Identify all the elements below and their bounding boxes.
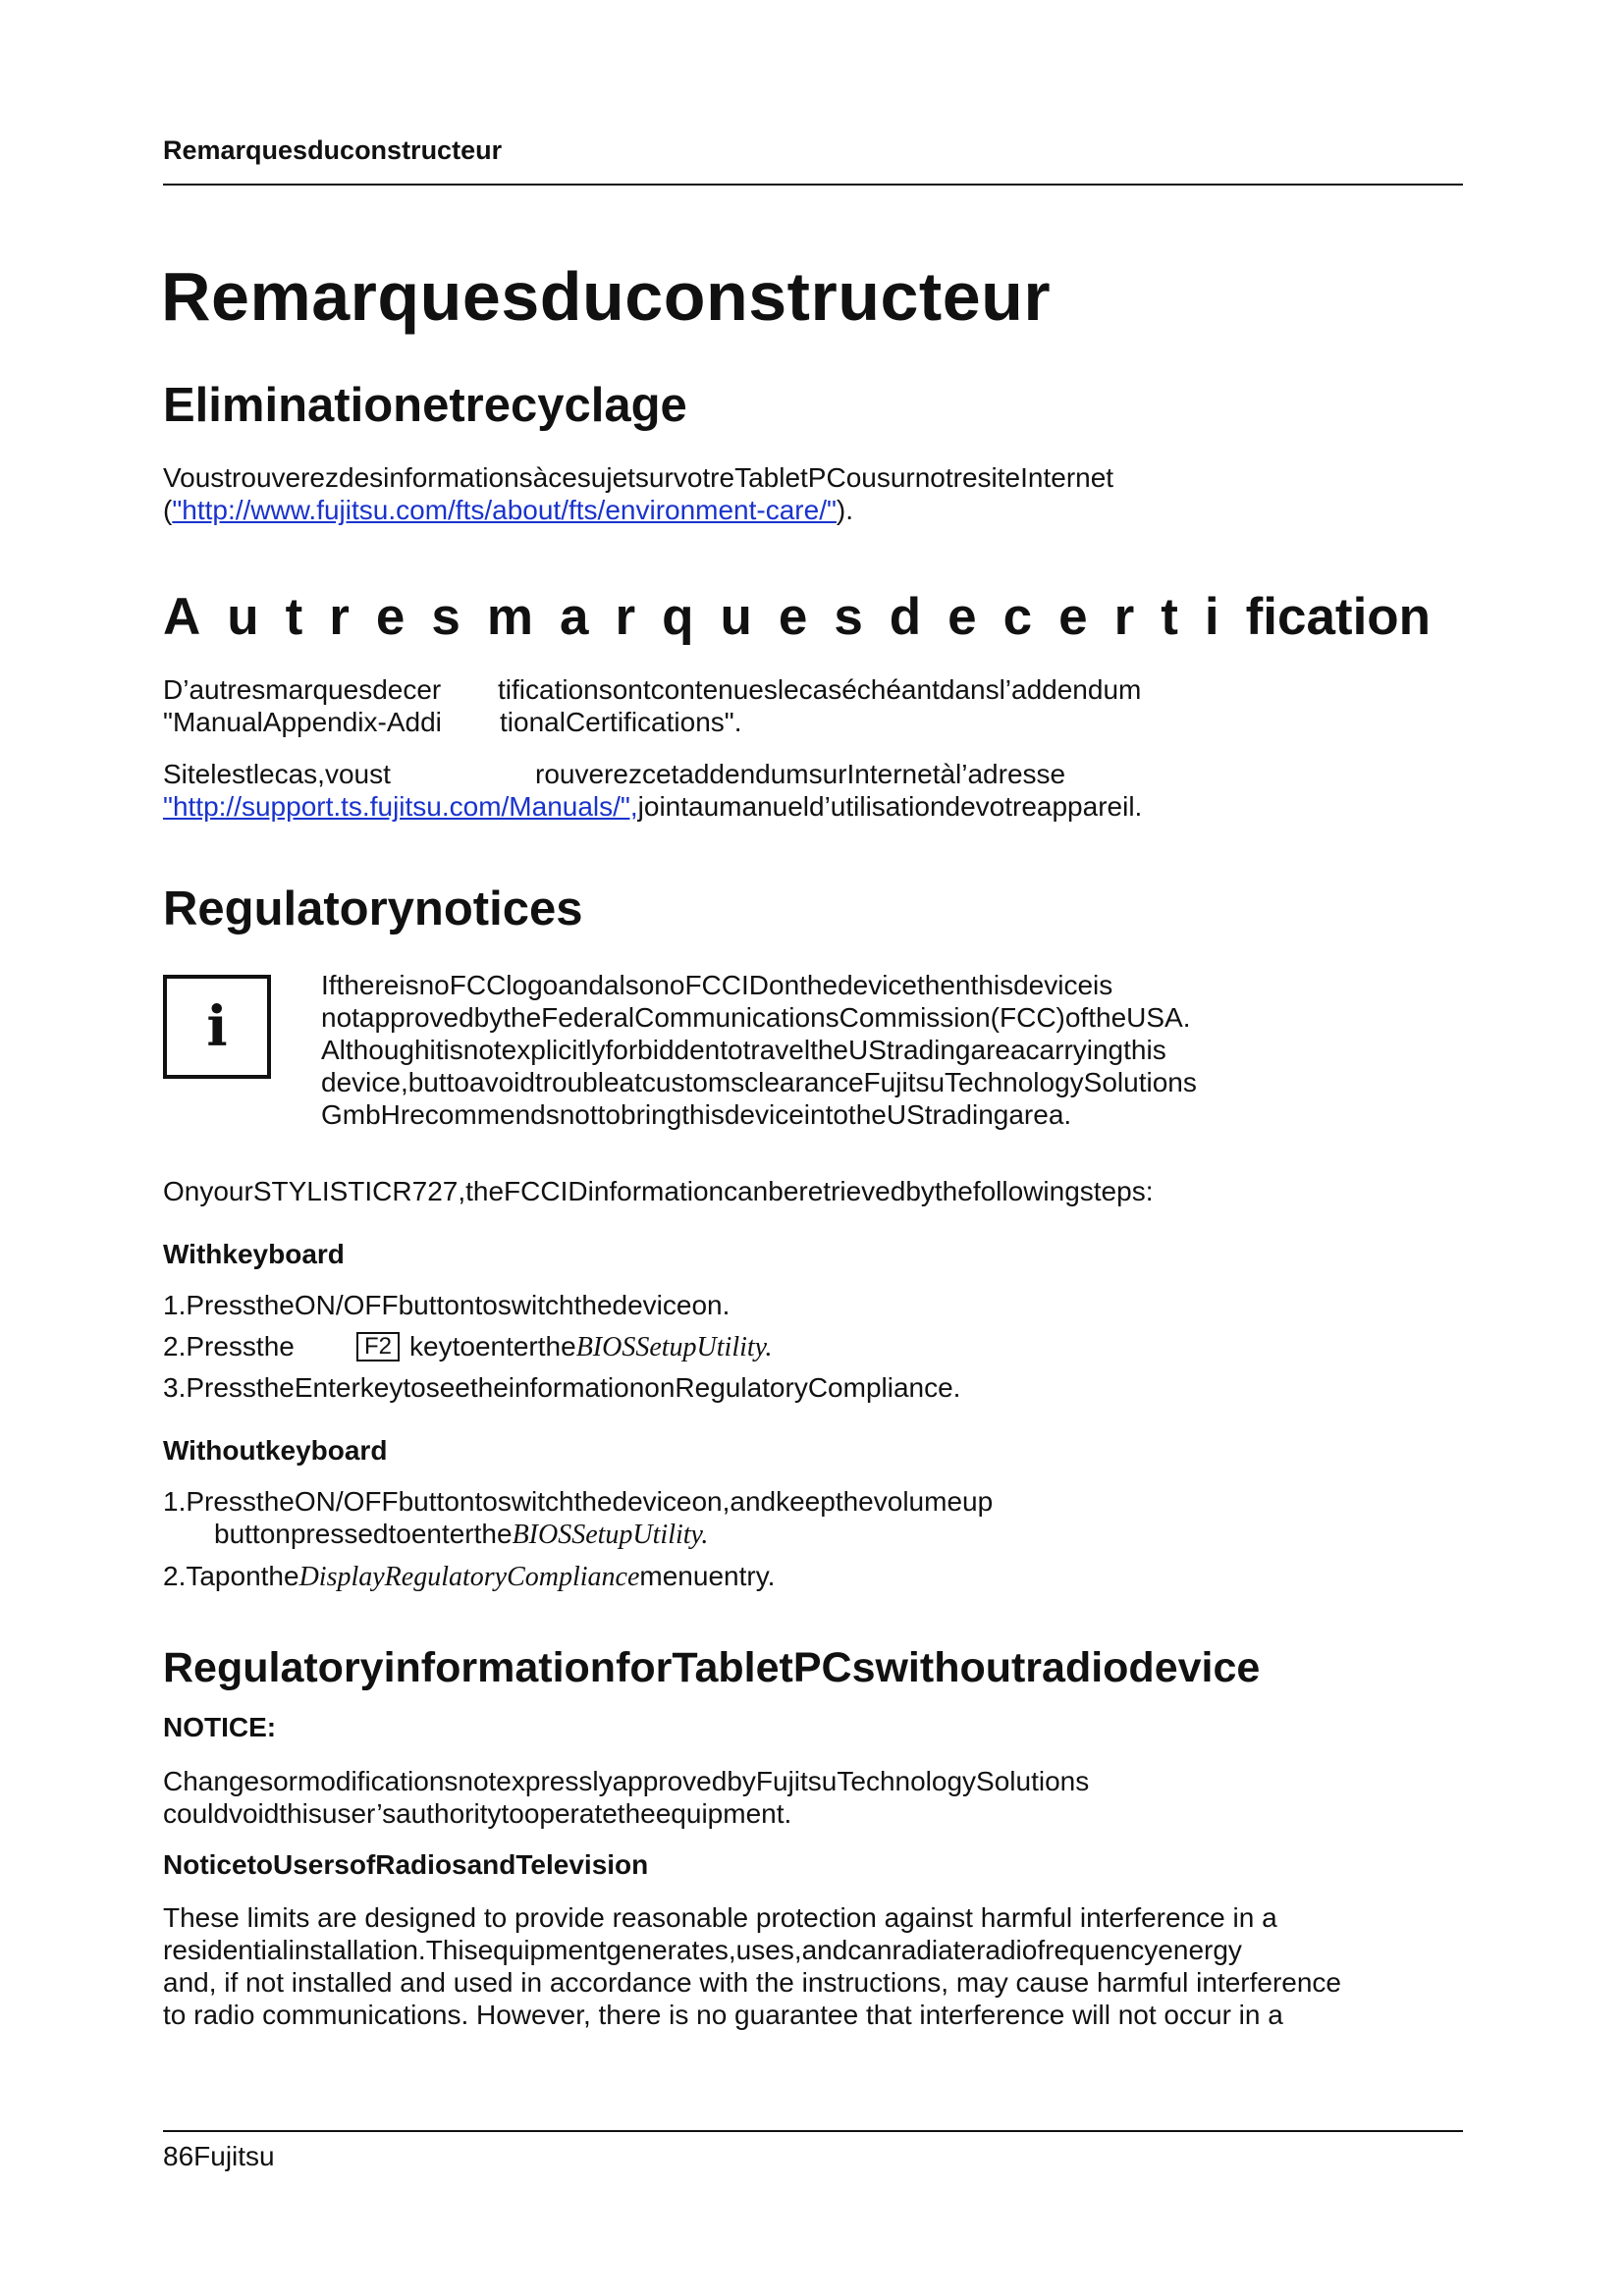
heading-tablet-regulatory: RegulatoryinformationforTabletPCswithoutradiodevice [163,1644,1261,1691]
autres-p1-b: tificationsontcontenueslecaséchéantdansl’addendum [498,674,1142,705]
step2-suffix: menuentry. [639,1561,776,1591]
info-icon [163,975,271,1079]
elimination-link-line [163,494,853,526]
footer-rule [163,2130,1463,2132]
step2-prefix: 2.Taponthe [163,1561,299,1591]
subheading-radios-television: NoticetoUsersofRadiosandTelevision [163,1849,649,1880]
heading-with-keyboard: Withkeyboard [163,1239,345,1269]
link-open-paren: ( [163,495,173,525]
body-line: These limits are designed to provide reasonable protection against harmful interference in a [163,1902,1277,1933]
heading-tail-part: fication [1245,588,1432,646]
autres-p1-a: D’autresmarquesdecer [163,674,442,705]
info-line: AlthoughitisnotexplicitlyforbiddentotraveltheUStradingareacarryingthis [321,1035,1166,1065]
notice-line: ChangesormodificationsnotexpresslyapprovedbyFujitsuTechnologySolutions [163,1766,1090,1796]
page-title: Remarquesduconstructeur [161,258,1052,335]
without-keyboard-step1-cont [214,1518,708,1551]
with-keyboard-step1: 1.PresstheON/OFFbuttontoswitchthedeviceon. [163,1290,731,1320]
info-line: notapprovedbytheFederalCommunicationsCommission(FCC)oftheUSA. [321,1002,1191,1033]
info-icon-glyph: i [206,994,228,1059]
f2-key-icon: F2 [356,1332,400,1362]
autres-p2-a: Sitelestlecas,voust [163,759,391,789]
step2-text: keytoenterthe [409,1331,576,1362]
elimination-text: VoustrouverezdesinformationsàcesujetsurvotreTabletPCousurnotresiteInternet [163,462,1114,493]
heading-spaced-part: Autresmarquesdecerti [163,588,1246,646]
body-line: to radio communications. However, there is no guarantee that interference will not occur in a [163,2000,1283,2030]
page-footer: 86Fujitsu [163,2141,275,2171]
link-close-paren: ). [836,495,854,525]
heading-autres-certification [163,587,1431,647]
without-keyboard-step2 [163,1560,775,1593]
environment-care-link[interactable]: "http://www.fujitsu.com/fts/about/fts/environment-care/" [172,495,837,525]
autres-p1-d: tionalCertifications". [500,707,742,737]
with-keyboard-step2 [356,1330,773,1363]
autres-p2-line2 [163,790,1142,823]
autres-p2-tail: jointaumanueld’utilisationdevotreappareil. [637,791,1143,822]
with-keyboard-step2-prefix: 2.Pressthe [163,1331,295,1362]
step2-italic: BIOSSetupUtility. [575,1332,773,1362]
step1-cont-text: buttonpressedtoenterthe [214,1519,513,1549]
autres-p2-b: rouverezcetaddendumsurInternetàl’adresse [535,759,1066,789]
info-line: IfthereisnoFCClogoandalsonoFCCIDonthedevicethenthisdeviceis [321,970,1113,1000]
heading-regulatory-notices: Regulatorynotices [163,882,583,935]
info-line: device,buttoavoidtroubleatcustomsclearanceFujitsuTechnologySolutions [321,1067,1197,1097]
info-line: GmbHrecommendsnottobringthisdeviceintotheUStradingarea. [321,1099,1072,1130]
manuals-link[interactable]: "http://support.ts.fujitsu.com/Manuals/", [163,791,638,822]
header-rule [163,184,1463,186]
fcc-intro: OnyourSTYLISTICR727,theFCCIDinformationcanberetrievedbythefollowingsteps: [163,1176,1154,1206]
with-keyboard-step3: 3.PresstheEnterkeytoseetheinformationonRegulatoryCompliance. [163,1372,961,1403]
body-line: residentialinstallation.Thisequipmentgenerates,uses,andcanradiateradiofrequencyenergy [163,1935,1242,1965]
autres-p1-c: "ManualAppendix-Addi [163,707,442,737]
step2-italic: DisplayRegulatoryCompliance [298,1562,640,1592]
without-keyboard-step1: 1.PresstheON/OFFbuttontoswitchthedeviceon,andkeepthevolumeup [163,1486,994,1517]
body-line: and, if not installed and used in accordance with the instructions, may cause harmful interference [163,1967,1341,1998]
heading-elimination: Eliminationetrecyclage [163,379,687,432]
step1-cont-italic: BIOSSetupUtility. [512,1520,709,1550]
notice-label: NOTICE: [163,1712,277,1742]
heading-without-keyboard: Withoutkeyboard [163,1435,388,1466]
running-header: Remarquesduconstructeur [163,135,503,165]
notice-line: couldvoidthisuser’sauthoritytooperatetheequipment. [163,1798,792,1829]
